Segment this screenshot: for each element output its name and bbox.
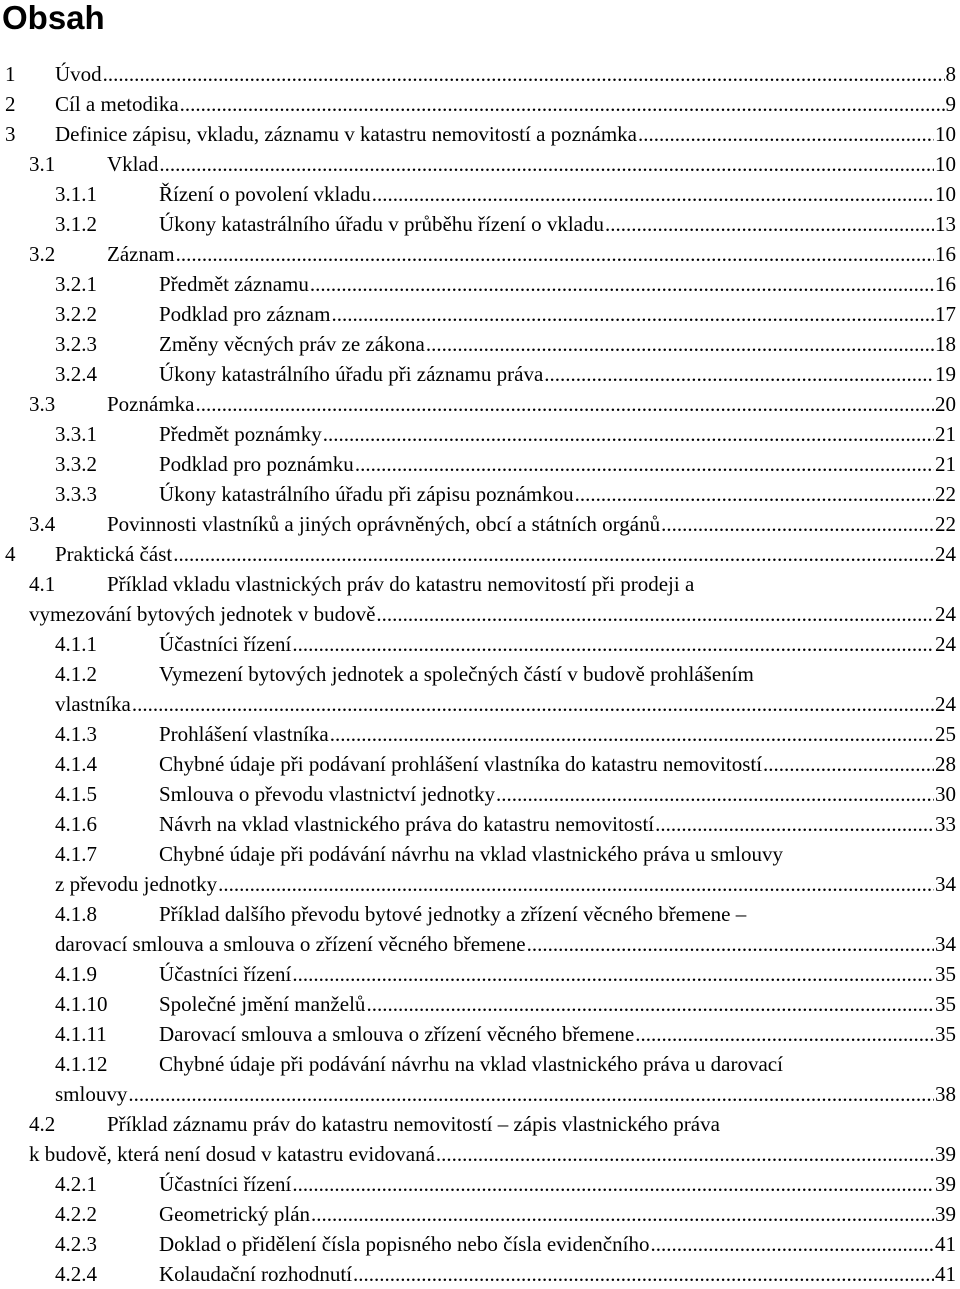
toc-entry[interactable] <box>0 1049 960 1079</box>
toc-entry-title: Prohlášení vlastníka <box>159 722 329 746</box>
toc-entry[interactable] <box>0 119 960 149</box>
toc-entry-number: 3.1 <box>29 152 56 176</box>
toc-leader-line <box>29 1139 956 1169</box>
toc-entry-title: Praktická část <box>55 542 173 566</box>
toc-entry-number: 4.1.4 <box>55 752 97 776</box>
toc-entry-title-continued: darovací smlouva a smlouva o zřízení věcného břemene <box>55 932 526 956</box>
toc-entry[interactable] <box>0 839 960 869</box>
toc-page-number: 35 <box>935 962 956 986</box>
toc-dot-leader <box>292 629 934 659</box>
toc-page-number: 39 <box>935 1202 956 1226</box>
toc-entry-title: Řízení o povolení vkladu <box>159 182 371 206</box>
toc-leader-line <box>107 509 956 539</box>
toc-leader-line <box>159 269 956 299</box>
toc-entry-title: Smlouva o převodu vlastnictví jednotky <box>159 782 495 806</box>
toc-leader-line <box>159 749 956 779</box>
toc-entry[interactable] <box>0 959 960 989</box>
toc-entry-title: Darovací smlouva a smlouva o zřízení věcného břemene <box>159 1022 635 1046</box>
toc-entry-title: Účastníci řízení <box>159 962 292 986</box>
toc-dot-leader <box>527 929 934 959</box>
toc-entry-title: Podklad pro poznámku <box>159 452 354 476</box>
toc-dot-leader <box>353 1259 934 1289</box>
toc-entry[interactable] <box>0 59 960 89</box>
toc-page-number: 16 <box>935 272 956 296</box>
toc-leader-line <box>55 119 956 149</box>
toc-dot-leader <box>355 449 934 479</box>
toc-page-number: 10 <box>935 122 956 146</box>
toc-dot-leader <box>180 89 945 119</box>
toc-dot-leader <box>605 209 934 239</box>
toc-leader-line <box>159 419 956 449</box>
toc-dot-leader <box>311 1199 934 1229</box>
toc-entry-number: 3.2.3 <box>55 332 97 356</box>
toc-page-number: 24 <box>935 542 956 566</box>
toc-entry-number: 3.2.2 <box>55 302 97 326</box>
toc-entry-number: 3.3.3 <box>55 482 97 506</box>
toc-entry[interactable] <box>0 1109 960 1139</box>
toc-leader-line <box>55 539 956 569</box>
toc-entry-title: Cíl a metodika <box>55 92 179 116</box>
toc-page-number: 34 <box>935 872 956 896</box>
toc-leader-line <box>159 989 956 1019</box>
toc-entry-continuation[interactable] <box>0 929 960 959</box>
toc-entry[interactable] <box>0 719 960 749</box>
toc-entry[interactable] <box>0 569 960 599</box>
toc-entry-number: 4.1.7 <box>55 842 97 866</box>
toc-page-number: 30 <box>935 782 956 806</box>
toc-dot-leader <box>661 509 934 539</box>
toc-entry-number: 3.1.2 <box>55 212 97 236</box>
toc-entry[interactable] <box>0 1169 960 1199</box>
toc-dot-leader <box>366 989 934 1019</box>
toc-page-number: 34 <box>935 932 956 956</box>
toc-entry-number: 3.3.2 <box>55 452 97 476</box>
toc-entry[interactable] <box>0 899 960 929</box>
toc-entry[interactable] <box>0 989 960 1019</box>
toc-page-number: 21 <box>935 422 956 446</box>
toc-entry-title: Účastníci řízení <box>159 1172 292 1196</box>
toc-page-number: 41 <box>935 1262 956 1286</box>
toc-entry-title: Záznam <box>107 242 175 266</box>
toc-entry-number: 4.2.4 <box>55 1262 97 1286</box>
toc-entry-title: Chybné údaje při podávaní prohlášení vlastníka do katastru nemovitostí <box>159 752 763 776</box>
toc-entry-title-continued: vlastníka <box>55 692 131 716</box>
toc-entry-number: 3.4 <box>29 512 56 536</box>
toc-entry[interactable] <box>0 419 960 449</box>
toc-page-number: 35 <box>935 1022 956 1046</box>
toc-entry-number: 3.3 <box>29 392 56 416</box>
toc-entry-title: Geometrický plán <box>159 1202 311 1226</box>
toc-entry[interactable] <box>0 1019 960 1049</box>
toc-entry[interactable] <box>0 299 960 329</box>
toc-leader-line <box>159 329 956 359</box>
toc-entry-number: 4.1.12 <box>55 1052 108 1076</box>
toc-page-number: 39 <box>935 1172 956 1196</box>
toc-entry-title-continued: vymezování bytových jednotek v budově <box>29 602 376 626</box>
toc-entry[interactable] <box>0 89 960 119</box>
toc-entry[interactable] <box>0 329 960 359</box>
toc-entry-continuation[interactable] <box>0 599 960 629</box>
toc-leader-line <box>159 629 956 659</box>
toc-leader-line <box>159 1169 956 1199</box>
toc-dot-leader <box>372 179 934 209</box>
toc-dot-leader <box>763 749 934 779</box>
toc-page-number: 22 <box>935 512 956 536</box>
toc-page-number: 21 <box>935 452 956 476</box>
toc-leader-line <box>55 689 956 719</box>
toc-page-number: 24 <box>935 602 956 626</box>
toc-entry-title: Vklad <box>107 152 159 176</box>
toc-dot-leader <box>638 119 934 149</box>
toc-entry-number: 2 <box>5 92 16 116</box>
toc-entry-number: 4.1.5 <box>55 782 97 806</box>
toc-page-number: 41 <box>935 1232 956 1256</box>
toc-page-number: 10 <box>935 182 956 206</box>
toc-leader-line <box>159 209 956 239</box>
toc-entry-title: Poznámka <box>107 392 195 416</box>
toc-entry[interactable] <box>0 359 960 389</box>
toc-entry-number: 4.1.10 <box>55 992 108 1016</box>
toc-leader-line <box>29 599 956 629</box>
toc-page-number: 20 <box>935 392 956 416</box>
toc-entry-title: Podklad pro záznam <box>159 302 331 326</box>
toc-dot-leader <box>173 539 934 569</box>
toc-page-number: 22 <box>935 482 956 506</box>
toc-leader-line <box>159 809 956 839</box>
toc-entry-title: Chybné údaje při podávání návrhu na vklad vlastnického práva u smlouvy <box>159 842 784 866</box>
toc-entry-title: Návrh na vklad vlastnického práva do katastru nemovitostí <box>159 812 655 836</box>
toc-dot-leader <box>635 1019 934 1049</box>
table-of-contents <box>0 59 960 1289</box>
toc-entry-number: 4 <box>5 542 16 566</box>
toc-dot-leader <box>544 359 934 389</box>
toc-page-number: 19 <box>935 362 956 386</box>
toc-dot-leader <box>176 239 934 269</box>
toc-leader-line <box>159 1229 956 1259</box>
toc-page-number: 39 <box>935 1142 956 1166</box>
toc-entry[interactable] <box>0 1199 960 1229</box>
toc-entry[interactable] <box>0 509 960 539</box>
toc-entry[interactable] <box>0 659 960 689</box>
toc-dot-leader <box>330 719 934 749</box>
toc-entry[interactable] <box>0 629 960 659</box>
toc-dot-leader <box>323 419 934 449</box>
toc-leader-line <box>159 479 956 509</box>
toc-entry-title: Změny věcných práv ze zákona <box>159 332 425 356</box>
toc-entry-title-continued: z převodu jednotky <box>55 872 218 896</box>
toc-entry-number: 3 <box>5 122 16 146</box>
toc-leader-line <box>159 299 956 329</box>
toc-page-number: 8 <box>945 62 956 86</box>
toc-dot-leader <box>376 599 934 629</box>
toc-entry-number: 3.1.1 <box>55 182 97 206</box>
toc-entry-title: Příklad záznamu práv do katastru nemovitostí – zápis vlastnického práva <box>107 1112 720 1136</box>
toc-entry-title: Vymezení bytových jednotek a společných částí v budově prohlášením <box>159 662 754 686</box>
toc-entry[interactable] <box>0 779 960 809</box>
toc-entry-number: 4.2.1 <box>55 1172 97 1196</box>
toc-leader-line <box>159 179 956 209</box>
toc-dot-leader <box>650 1229 934 1259</box>
toc-dot-leader <box>159 149 934 179</box>
toc-entry-title: Úkony katastrálního úřadu v průběhu řízení o vkladu <box>159 212 604 236</box>
toc-entry[interactable] <box>0 269 960 299</box>
toc-entry-title: Příklad vkladu vlastnických práv do katastru nemovitostí při prodeji a <box>107 572 695 596</box>
toc-dot-leader <box>436 1139 934 1169</box>
toc-page-number: 28 <box>935 752 956 776</box>
toc-leader-line <box>55 869 956 899</box>
toc-leader-line <box>159 959 956 989</box>
toc-entry-number: 3.3.1 <box>55 422 97 446</box>
toc-entry[interactable] <box>0 149 960 179</box>
toc-dot-leader <box>128 1079 934 1109</box>
toc-entry[interactable] <box>0 539 960 569</box>
toc-leader-line <box>159 1019 956 1049</box>
toc-page-number: 17 <box>935 302 956 326</box>
toc-entry-number: 4.2 <box>29 1112 56 1136</box>
toc-page-number: 25 <box>935 722 956 746</box>
toc-page-number: 35 <box>935 992 956 1016</box>
toc-page-number: 13 <box>935 212 956 236</box>
toc-entry[interactable] <box>0 389 960 419</box>
toc-leader-line <box>55 929 956 959</box>
toc-leader-line <box>159 359 956 389</box>
toc-entry-number: 4.1.2 <box>55 662 97 686</box>
toc-entry-number: 4.1.9 <box>55 962 97 986</box>
toc-entry-title: Kolaudační rozhodnutí <box>159 1262 353 1286</box>
toc-dot-leader <box>310 269 934 299</box>
toc-entry[interactable] <box>0 179 960 209</box>
toc-entry-title: Předmět poznámky <box>159 422 322 446</box>
toc-entry-title: Účastníci řízení <box>159 632 292 656</box>
toc-page-number: 9 <box>945 92 956 116</box>
toc-entry-title: Chybné údaje při podávání návrhu na vklad vlastnického práva u darovací <box>159 1052 783 1076</box>
toc-entry[interactable] <box>0 209 960 239</box>
toc-entry-title-continued: k budově, která není dosud v katastru evidovaná <box>29 1142 435 1166</box>
toc-dot-leader <box>575 479 934 509</box>
toc-entry-number: 3.2 <box>29 242 56 266</box>
toc-entry[interactable] <box>0 239 960 269</box>
toc-entry-title: Doklad o přidělení čísla popisného nebo čísla evidenčního <box>159 1232 650 1256</box>
toc-entry-title: Definice zápisu, vkladu, záznamu v katastru nemovitostí a poznámka <box>55 122 637 146</box>
toc-entry-number: 4.1.6 <box>55 812 97 836</box>
toc-leader-line <box>159 1199 956 1229</box>
toc-entry-continuation[interactable] <box>0 1139 960 1169</box>
toc-dot-leader <box>195 389 934 419</box>
toc-leader-line <box>55 59 956 89</box>
toc-entry-number: 3.2.4 <box>55 362 97 386</box>
toc-entry-continuation[interactable] <box>0 869 960 899</box>
toc-entry-continuation[interactable] <box>0 689 960 719</box>
toc-dot-leader <box>292 959 934 989</box>
toc-page-number: 33 <box>935 812 956 836</box>
toc-entry[interactable] <box>0 749 960 779</box>
toc-entry-number: 4.1.3 <box>55 722 97 746</box>
toc-dot-leader <box>292 1169 934 1199</box>
toc-entry-number: 4.1.1 <box>55 632 97 656</box>
toc-entry[interactable] <box>0 1259 960 1289</box>
toc-entry-title: Úkony katastrálního úřadu při zápisu poznámkou <box>159 482 574 506</box>
toc-entry-number: 3.2.1 <box>55 272 97 296</box>
toc-entry[interactable] <box>0 809 960 839</box>
toc-entry-title-continued: smlouvy <box>55 1082 128 1106</box>
toc-leader-line <box>55 89 956 119</box>
toc-entry-title: Společné jmění manželů <box>159 992 366 1016</box>
toc-page-number: 18 <box>935 332 956 356</box>
toc-dot-leader <box>103 59 945 89</box>
toc-dot-leader <box>331 299 934 329</box>
toc-entry-number: 4.2.2 <box>55 1202 97 1226</box>
page-title: Obsah <box>2 0 105 36</box>
toc-entry-continuation[interactable] <box>0 1079 960 1109</box>
toc-leader-line <box>107 239 956 269</box>
toc-entry[interactable] <box>0 449 960 479</box>
toc-dot-leader <box>655 809 934 839</box>
toc-page-number: 24 <box>935 632 956 656</box>
toc-dot-leader <box>218 869 934 899</box>
toc-page-number: 16 <box>935 242 956 266</box>
toc-leader-line <box>107 149 956 179</box>
toc-entry-number: 4.1 <box>29 572 56 596</box>
toc-dot-leader <box>426 329 934 359</box>
toc-dot-leader <box>132 689 934 719</box>
toc-entry-number: 4.2.3 <box>55 1232 97 1256</box>
toc-leader-line <box>55 1079 956 1109</box>
toc-entry-title: Úkony katastrálního úřadu při záznamu práva <box>159 362 544 386</box>
toc-leader-line <box>159 1259 956 1289</box>
toc-entry-number: 4.1.8 <box>55 902 97 926</box>
toc-page-number: 38 <box>935 1082 956 1106</box>
toc-leader-line <box>159 449 956 479</box>
toc-leader-line <box>159 779 956 809</box>
toc-page-number: 24 <box>935 692 956 716</box>
toc-entry-number: 1 <box>5 62 16 86</box>
toc-entry-title: Povinnosti vlastníků a jiných oprávněných, obcí a státních orgánů <box>107 512 661 536</box>
toc-entry-title: Úvod <box>55 62 102 86</box>
toc-entry[interactable] <box>0 1229 960 1259</box>
toc-page-number: 10 <box>935 152 956 176</box>
toc-leader-line <box>107 389 956 419</box>
toc-entry-title: Příklad dalšího převodu bytové jednotky a zřízení věcného břemene – <box>159 902 747 926</box>
toc-entry[interactable] <box>0 479 960 509</box>
toc-entry-title: Předmět záznamu <box>159 272 309 296</box>
toc-dot-leader <box>496 779 934 809</box>
toc-entry-number: 4.1.11 <box>55 1022 107 1046</box>
toc-leader-line <box>159 719 956 749</box>
